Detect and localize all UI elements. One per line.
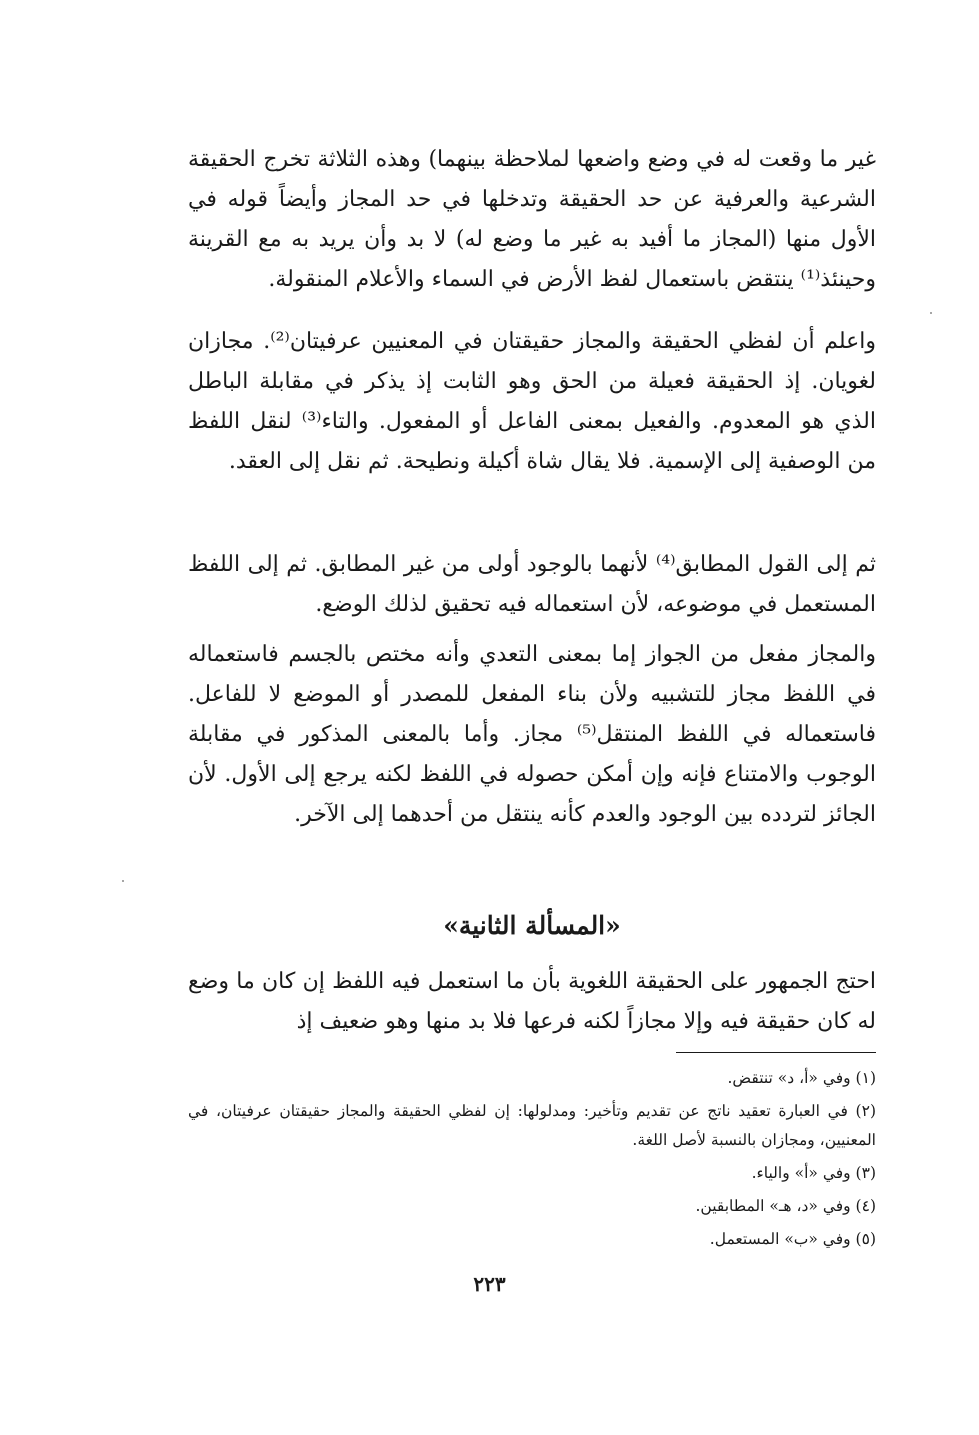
- footnote-1: (١) وفي «أ، د» تنتقض.: [727, 1069, 876, 1087]
- section-heading: «المسألة الثانية»: [443, 911, 621, 940]
- footnote-separator: [676, 1052, 876, 1053]
- footnote-5: (٥) وفي «ب» المستعمل.: [709, 1230, 876, 1248]
- page-number: ٢٢٣: [473, 1272, 506, 1296]
- footnotes-list: [188, 1064, 876, 1258]
- body-paragraph-5: احتج الجمهور على الحقيقة اللغوية بأن ما استعمل فيه اللفظ إن كان ما وضع له كان حقيقة فيه وإلا مجازاً لكنه فرعها فلا بد منها وهو ضعيف إذ: [188, 969, 876, 1034]
- body-paragraph-1: غير ما وقعت له في وضع واضعها لملاحظة بينهما) وهذه الثلاثة تخرج الحقيقة الشرعية والعرفية عن حد الحقيقة وتدخلها في حد المجاز وأيضاً قوله في الأول منها (المجاز ما أفيد به غير ما وضع له) لا بد وأن يريد به مع القرينة وحينئذ⁽¹⁾ ينتقض باستعمال لفظ الأرض في السماء والأعلام المنقولة.: [188, 147, 876, 292]
- scan-speck: [930, 312, 932, 314]
- footnote-4: (٤) وفي «د، هـ» المطابقين.: [695, 1197, 876, 1215]
- footnote-2: (٢) في العبارة تعقيد ناتج عن تقديم وتأخير: ومدلولها: إن لفظي الحقيقة والمجاز حقيقتان عرفيتان، في المعنيين، ومجازان بالنسبة لأصل اللغة.: [188, 1102, 876, 1149]
- footnote-3: (٣) وفي «أ» والياء.: [751, 1164, 876, 1182]
- body-paragraph-3: ثم إلى القول المطابق⁽⁴⁾ لأنهما بالوجود أولى من غير المطابق. ثم إلى اللفظ المستعمل في موضوعه، لأن استعماله فيه تحقيق لذلك الوضع.: [188, 552, 876, 617]
- body-paragraph-2: واعلم أن لفظي الحقيقة والمجاز حقيقتان في المعنيين عرفيتان⁽²⁾. مجازان لغويان. إذ الحقيقة فعيلة من الحق وهو الثابت إذ يذكر في مقابلة الباطل الذي هو المعدوم. والفعيل بمعنى الفاعل أو المفعول. والتاء⁽³⁾ لنقل اللفظ من الوصفية إلى الإسمية. فلا يقال شاة أكيلة ونطيحة. ثم نقل إلى العقد.: [188, 329, 876, 474]
- body-paragraph-4: والمجاز مفعل من الجواز إما بمعنى التعدي وأنه مختص بالجسم فاستعماله في اللفظ مجاز للتشبيه ولأن بناء المفعل للمصدر أو الموضع لا للفاعل. فاستعماله في اللفظ المنتقل⁽⁵⁾ مجاز. وأما بالمعنى المذكور في مقابلة الوجوب والامتناع فإنه وإن أمكن حصوله في اللفظ لكنه يرجع إلى الأول. لأن الجائز لتردده بين الوجود والعدم كأنه ينتقل من أحدهما إلى الآخر.: [188, 642, 876, 827]
- scan-speck: [122, 880, 124, 882]
